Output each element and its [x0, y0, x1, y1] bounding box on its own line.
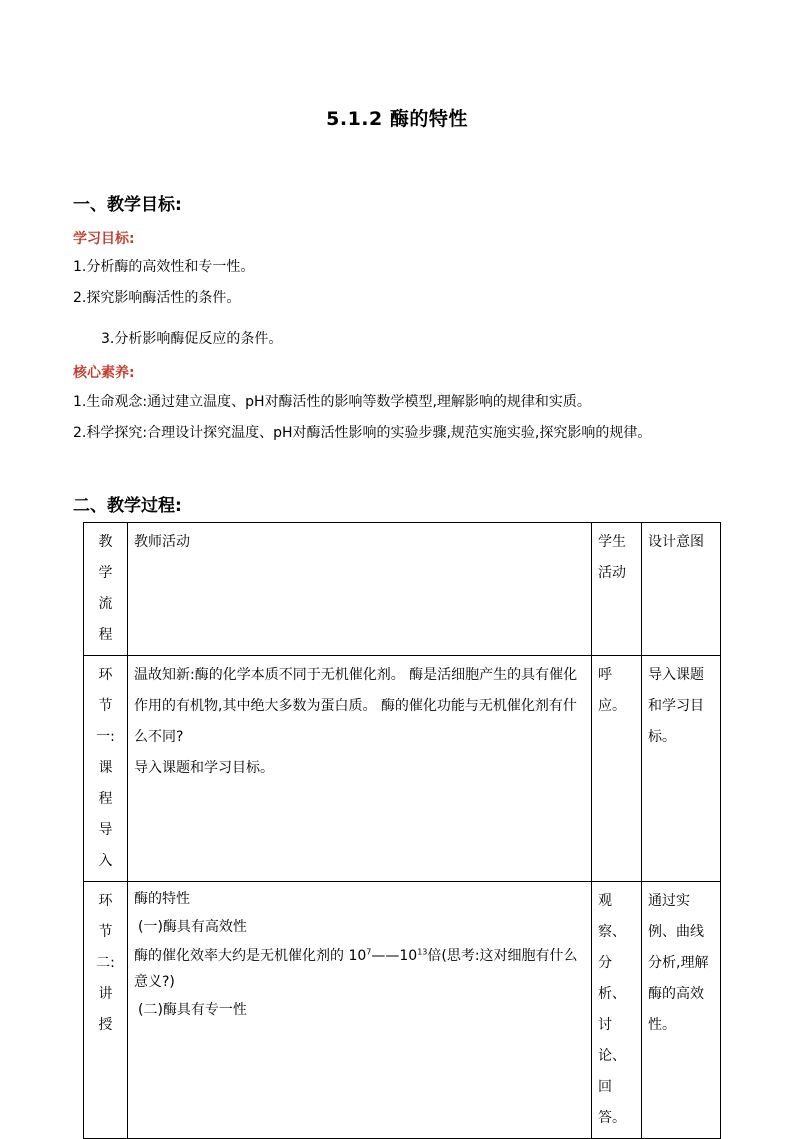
vertical-char: 程: [98, 791, 113, 807]
row1-review-text: 温故知新:酶的化学本质不同于无机催化剂。 酶是活细胞产生的具有催化作用的有机物,其中绝大多数为蛋白质。 酶的催化功能与无机催化剂有什么不同?: [134, 667, 578, 745]
vertical-char: 流: [98, 596, 113, 612]
row2-student-activity: 观察、分析、讨论、回答。: [592, 882, 642, 1139]
vertical-char: 学: [98, 565, 113, 581]
row2-design-intent: 通过实例、曲线分析,理解酶的高效性。: [642, 882, 721, 1139]
header-design-intent: 设计意图: [642, 523, 721, 656]
header-student-activity: 学生活动: [592, 523, 642, 656]
section-heading-process: 二、教学过程:: [73, 496, 182, 516]
vertical-char: 课: [98, 760, 113, 776]
page-title: 5.1.2 酶的特性: [326, 108, 468, 130]
row1-design-intent: 导入课题和学习目标。: [642, 656, 721, 882]
core-literacy-2: 2.科学探究:合理设计探究温度、pH对酶活性影响的实验步骤,规范实施实验,探究影响的规律。: [73, 425, 652, 441]
table-row: [84, 656, 721, 882]
vertical-char: 程: [98, 627, 113, 643]
exponent-1: 7: [366, 947, 372, 957]
vertical-char: 一:: [96, 729, 115, 745]
table-header-row: [84, 523, 721, 656]
learning-goal-3: 3.分析影响酶促反应的条件。: [101, 331, 283, 347]
row2-point-efficiency: (一)酶具有高效性: [138, 919, 247, 935]
row1-teacher-activity: [128, 656, 592, 882]
efficiency-text-c: 倍(思考:这对细胞有什么意义?): [134, 948, 578, 990]
row2-point-specificity: (二)酶具有专一性: [138, 1002, 247, 1018]
teaching-process-table: [83, 522, 721, 1139]
core-literacy-label: 核心素养:: [73, 365, 135, 381]
header-teacher-activity: 教师活动: [128, 523, 592, 656]
core-literacy-1: 1.生命观念:通过建立温度、pH对酶活性的影响等数学模型,理解影响的规律和实质。: [73, 394, 591, 410]
vertical-char: 讲: [98, 986, 113, 1002]
row1-student-activity: 呼应。: [592, 656, 642, 882]
exponent-2: 13: [417, 947, 428, 957]
row2-efficiency-text: [134, 943, 585, 995]
section-heading-objectives: 一、教学目标:: [73, 195, 182, 215]
vertical-char: 节: [98, 924, 113, 940]
row1-stage-cell: [84, 656, 128, 882]
vertical-char: 环: [98, 893, 113, 909]
vertical-char: 二:: [96, 955, 115, 971]
vertical-char: 授: [98, 1017, 113, 1033]
vertical-char: 环: [98, 667, 113, 683]
vertical-char: 导: [98, 822, 113, 838]
vertical-char: 教: [98, 534, 113, 550]
efficiency-text-a: 酶的催化效率大约是无机催化剂的 10: [134, 948, 367, 964]
vertical-char: 节: [98, 698, 113, 714]
learning-goal-1: 1.分析酶的高效性和专一性。: [73, 259, 255, 275]
vertical-char: 入: [98, 853, 113, 869]
row1-intro-text: 导入课题和学习目标。: [134, 760, 274, 776]
row2-title: 酶的特性: [134, 891, 190, 907]
header-flow-cell: [84, 523, 128, 656]
row2-teacher-activity: [128, 882, 592, 1139]
table-row: [84, 882, 721, 1139]
learning-goals-label: 学习目标:: [73, 231, 135, 247]
efficiency-text-b: ——10: [371, 948, 418, 964]
row2-stage-cell: [84, 882, 128, 1139]
learning-goal-2: 2.探究影响酶活性的条件。: [73, 290, 241, 306]
